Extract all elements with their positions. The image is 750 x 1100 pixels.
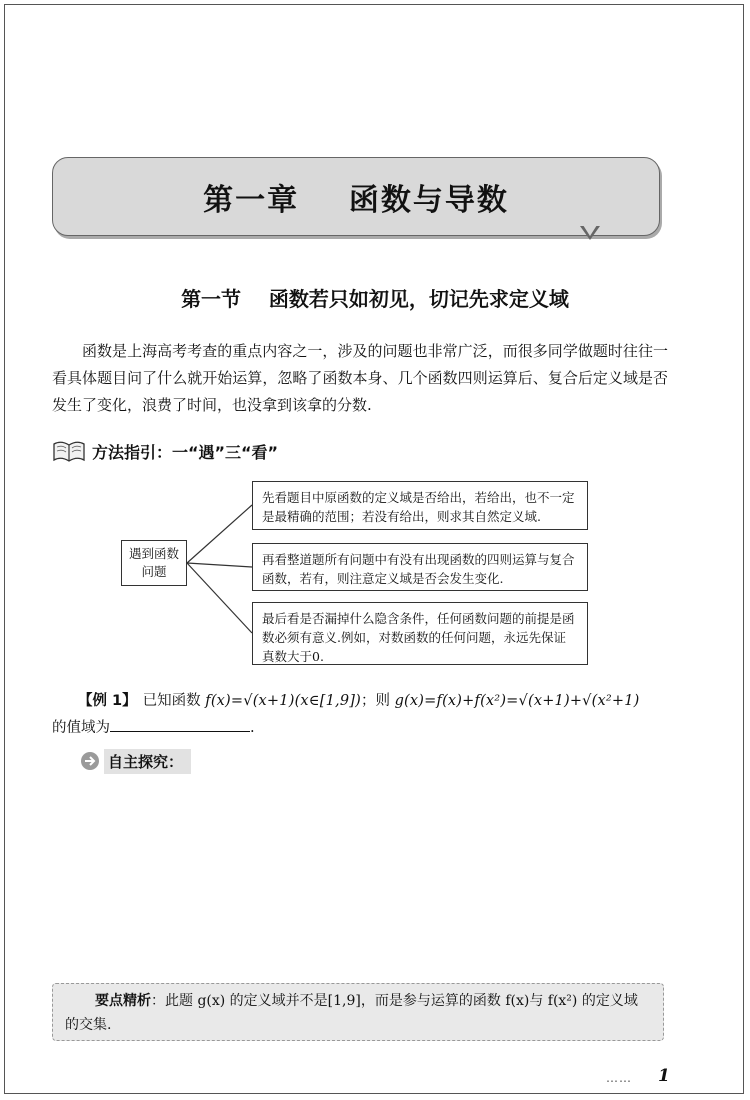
- example-text-after: 的值域为: [52, 720, 110, 736]
- diagram-branch-1: 先看题目中原函数的定义域是否给出，若给出，也不一定是最精确的范围；若没有给出，则求其自然定义域.: [252, 481, 588, 530]
- diagram-branch-3: 最后看是否漏掉什么隐含条件，任何函数问题的前提是函数必须有意义.例如，对数函数的任何问题，永远先保证真数大于0.: [252, 602, 588, 665]
- banner-tail-fill: [583, 225, 597, 236]
- example-text-before: 已知函数: [142, 693, 206, 709]
- diagram-branch-2: 再看整道题所有问题中有没有出现函数的四则运算与复合函数，若有，则注意定义域是否会发生变化.: [252, 543, 588, 591]
- self-explore-heading: [80, 748, 191, 774]
- self-explore-label: 自主探究：: [104, 749, 191, 774]
- example-text-end: .: [250, 720, 255, 736]
- keypoint-text: ：此题 g(x) 的定义域并不是[1,9]，而是参与运算的函数 f(x)与 f(x²) 的定义域的交集.: [65, 993, 638, 1033]
- keypoint-label: 要点精析: [95, 993, 151, 1009]
- example-label: 【例 1】: [78, 693, 137, 709]
- footer-dots: ……: [606, 1071, 632, 1085]
- arrow-right-icon: [80, 751, 100, 771]
- f-definition: f(x)=√(x+1)(x∈[1,9]): [205, 693, 361, 709]
- keypoint-box: [52, 983, 664, 1041]
- diagram-root-node: 遇到函数问题: [121, 540, 187, 586]
- example-1: [52, 688, 692, 742]
- open-book-icon: [52, 438, 86, 464]
- chapter-title: 第一章 函数与导数: [203, 182, 509, 218]
- g-definition: g(x)=f(x)+f(x²)=√(x+1)+√(x²+1): [394, 693, 640, 709]
- chapter-banner: [52, 157, 660, 236]
- answer-blank[interactable]: [110, 715, 250, 732]
- method-label: 方法指引：一“遇”三“看”: [92, 442, 279, 462]
- example-text-mid: ；则: [360, 693, 395, 709]
- section-title: 第一节 函数若只如初见，切记先求定义域: [181, 287, 569, 311]
- intro-paragraph: 函数是上海高考考查的重点内容之一，涉及的问题也非常广泛，而很多同学做题时往往一看具体题目问了什么就开始运算，忽略了函数本身、几个函数四则运算后、复合后定义域是否发生了变化，浪费了时间，也没拿到该拿的分数.: [52, 342, 668, 414]
- method-heading: [52, 438, 278, 464]
- page-number: 1: [658, 1066, 670, 1086]
